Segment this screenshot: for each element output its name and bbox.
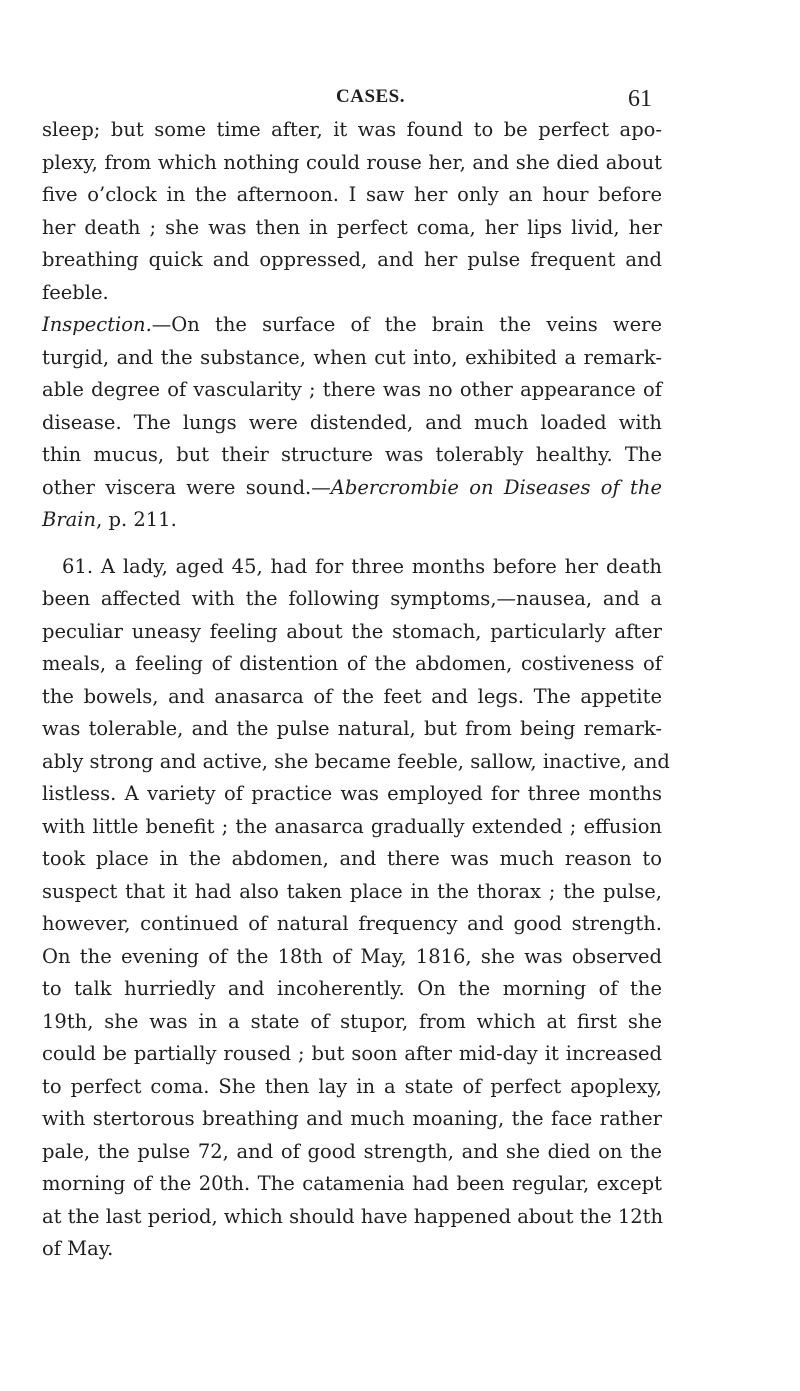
running-head — [0, 86, 800, 116]
text-line: could be partially roused ; but soon after mid-day it increased — [42, 1042, 662, 1065]
text-line: pale, the pulse 72, and of good strength, and she died on the — [42, 1139, 662, 1163]
text-line: other viscera were sound.—Abercrombie on Diseases of the — [42, 475, 662, 499]
text-line: of May. — [42, 1237, 114, 1260]
text-line: with little benefit ; the anasarca gradually extended ; effusion — [42, 814, 662, 838]
text-line: her death ; she was then in perfect coma, her lips livid, her — [42, 215, 662, 239]
paragraph — [42, 309, 662, 537]
text-line: with stertorous breathing and much moaning, the face rather — [42, 1107, 662, 1130]
text-line: Brain, p. 211. — [42, 508, 177, 531]
body-text — [42, 114, 670, 1266]
text-line: the bowels, and anasarca of the feet and legs. The appetite — [42, 684, 662, 708]
text-line: plexy, from which nothing could rouse her, and she died about — [42, 150, 662, 174]
text-line: five o’clock in the afternoon. I saw her only an hour before — [42, 183, 662, 206]
text-line: listless. A variety of practice was employed for three months — [42, 782, 662, 805]
text-line: took place in the abdomen, and there was much reason to — [42, 847, 662, 870]
text-line: peculiar uneasy feeling about the stomach, particularly after — [42, 619, 662, 643]
page-number: 61 — [628, 86, 652, 112]
text-line: thin mucus, but their structure was tolerably healthy. The — [42, 443, 662, 466]
text-line: feeble. — [42, 280, 109, 304]
text-line: Inspection.—On the surface of the brain the veins were — [42, 313, 662, 336]
text-line: able degree of vascularity ; there was no other appearance of — [42, 378, 662, 401]
paragraph — [42, 551, 670, 1266]
text-line: was tolerable, and the pulse natural, but from being remark- — [42, 717, 662, 740]
text-line: to perfect coma. She then lay in a state of perfect apoplexy, — [42, 1074, 662, 1098]
text-line: suspect that it had also taken place in the thorax ; the pulse, — [42, 879, 662, 903]
paragraph-gap — [42, 537, 662, 551]
text-line: breathing quick and oppressed, and her pulse frequent and — [42, 248, 662, 271]
text-line: to talk hurriedly and incoherently. On the morning of the — [42, 977, 662, 1000]
paragraph — [42, 114, 662, 309]
text-line: meals, a feeling of distention of the abdomen, costiveness of — [42, 652, 662, 675]
text-line: disease. The lungs were distended, and much loaded with — [42, 410, 662, 434]
running-title: CASES. — [336, 86, 405, 107]
text-line: been affected with the following symptoms,—nausea, and a — [42, 587, 662, 610]
text-line: at the last period, which should have happened about the 12th — [42, 1204, 664, 1228]
text-line: On the evening of the 18th of May, 1816, she was observed — [42, 944, 662, 968]
text-line: 61. A lady, aged 45, had for three months before her death — [62, 554, 662, 578]
text-line: ably strong and active, she became feeble, sallow, inactive, and — [42, 749, 670, 773]
text-line: sleep; but some time after, it was found to be perfect apo- — [42, 118, 662, 141]
text-line: turgid, and the substance, when cut into, exhibited a remark- — [42, 345, 662, 369]
text-line: however, continued of natural frequency and good strength. — [42, 912, 662, 935]
text-line: morning of the 20th. The catamenia had been regular, except — [42, 1172, 662, 1195]
text-line: 19th, she was in a state of stupor, from which at first she — [42, 1009, 662, 1033]
